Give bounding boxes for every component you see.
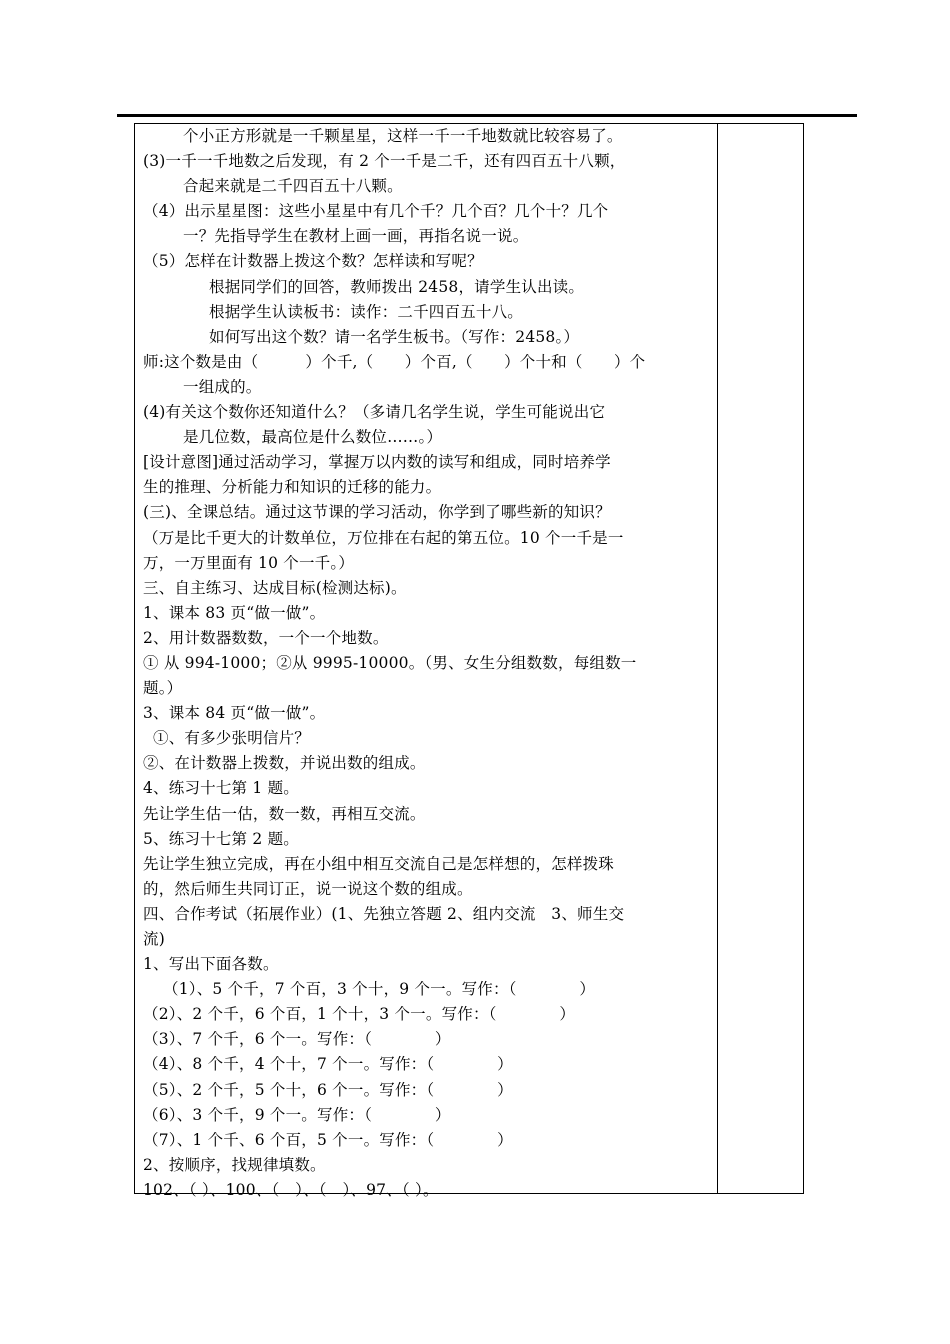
text-line: （6）、3 个千，9 个一。写作：（ ） (143, 1105, 451, 1124)
text-line: [设计意图]通过活动学习，掌握万以内数的读写和组成，同时培养学 (143, 453, 611, 472)
text-line: （2）、2 个千，6 个百，1 个十，3 个一。写作：（ ） (143, 1005, 576, 1024)
text-line: 102、（ ）、100、（ ）、（ ）、97、（ ）。 (143, 1180, 439, 1199)
text-line: 根据同学们的回答，教师拨出 2458，请学生认出读。 (209, 277, 585, 296)
text-line: （5）怎样在计数器上拨这个数？怎样读和写呢？ (143, 252, 483, 271)
text-line: 3、课本 84 页“做一做”。 (143, 704, 326, 723)
text-line: 是几位数，最高位是什么数位……。） (183, 428, 443, 447)
text-line: （万是比千更大的计数单位，万位排在右起的第五位。10 个一千是一 (143, 528, 624, 547)
text-line: 个小正方形就是一千颗星星，这样一千一千地数就比较容易了。 (183, 127, 623, 145)
text-line: 5、练习十七第 2 题。 (143, 829, 299, 848)
lesson-table (134, 123, 804, 1199)
text-line: 一组成的。 (183, 377, 262, 396)
text-line: （4）出示星星图：这些小星星中有几个千？几个百？几个十？几个 (143, 202, 609, 221)
text-line: (3)一千一千地数之后发现，有 2 个一千是二千，还有四百五十八颗， (143, 152, 626, 171)
text-line: ① 从 994-1000；②从 9995-10000。（男、女生分组数数，每组数一 (143, 653, 637, 672)
text-line: 2、按顺序，找规律填数。 (143, 1155, 326, 1174)
text-line: 如何写出这个数？请一名学生板书。（写作：2458。） (209, 327, 580, 346)
text-line: （5）、2 个千，5 个十，6 个一。写作：（ ） (143, 1080, 513, 1099)
text-line: ①、有多少张明信片？ (153, 729, 311, 748)
text-line: 万，一万里面有 10 个一千。） (143, 553, 355, 572)
lesson-content-cell (143, 124, 711, 1203)
text-line: （3）、7 个千，6 个一。写作：（ ） (143, 1030, 451, 1049)
text-line: 先让学生独立完成，再在小组中相互交流自己是怎样想的，怎样拨珠 (143, 854, 615, 873)
notes-column-cell (718, 124, 803, 1193)
header-rule (117, 114, 857, 117)
text-line: 根据学生认读板书：读作：二千四百五十八。 (209, 302, 524, 321)
text-line: 题。） (143, 679, 183, 698)
text-line: 1、写出下面各数。 (143, 955, 279, 974)
text-line: （1）、5 个千，7 个百，3 个十，9 个一。写作：（ ） (163, 980, 596, 999)
text-line: 2、用计数器数数，一个一个地数。 (143, 628, 389, 647)
text-line: 四、合作考试（拓展作业）(1、先独立答题 2、组内交流 3、师生交 (143, 904, 625, 923)
text-line: 合起来就是二千四百五十八颗。 (183, 177, 403, 196)
text-line: 1、课本 83 页“做一做”。 (143, 603, 326, 622)
text-line: 师:这个数是由（ ）个千,（ ）个百,（ ）个十和（ ）个 (143, 352, 646, 371)
text-line: (三)、全课总结。通过这节课的学习活动，你学到了哪些新的知识？ (143, 503, 611, 522)
text-line: 先让学生估一估，数一数，再相互交流。 (143, 804, 426, 823)
text-line: (4)有关这个数你还知道什么？（多请几名学生说，学生可能说出它 (143, 403, 606, 422)
text-line: （7）、1 个千、6 个百，5 个一。写作：（ ） (143, 1130, 513, 1149)
text-line: 三、自主练习、达成目标(检测达标)。 (143, 578, 407, 597)
text-line: 一？先指导学生在教材上画一画，再指名说一说。 (183, 227, 529, 246)
text-line: 流) (143, 930, 165, 948)
text-line: ②、在计数器上拨数，并说出数的组成。 (143, 754, 426, 773)
text-line: 4、练习十七第 1 题。 (143, 779, 299, 798)
text-line: 的，然后师生共同订正，说一说这个数的组成。 (143, 879, 473, 898)
text-line: （4）、8 个千，4 个十，7 个一。写作：（ ） (143, 1055, 513, 1074)
text-line: 生的推理、分析能力和知识的迁移的能力。 (143, 478, 442, 497)
